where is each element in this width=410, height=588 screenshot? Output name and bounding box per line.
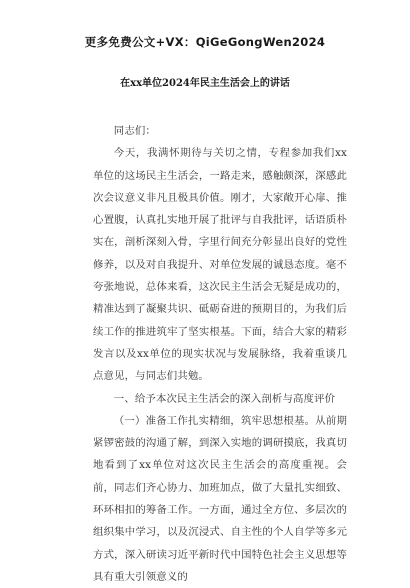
promo-header: 更多免费公文+VX：QiGeGongWen2024: [84, 35, 326, 49]
body-paragraph: 今天，我满怀期待与关切之情，专程参加我们xx单位的这场民主生活会，一路走来，感触颇深，深感此次会议意义非凡且极具价值。刚才，大家敞开心扉、推心置腹，认真扎实地开展了批评与自我批评，话语质朴实在，剖析深刻入骨，字里行间充分彰显出良好的党性修养，以及对自我提升、对单位发展的诚恳态度。毫不夸张地说，总体来看，这次民主生活会无疑是成功的，精准达到了凝聚共识、砥砺奋进的预期目的，为我们后续工作的推进筑牢了坚实根基。下面，结合大家的精彩发言以及xx单位的现实状况与发展脉络，我着重谈几点意见，与同志们共勉。: [93, 147, 347, 383]
body-paragraph: （一）准备工作扎实精细，筑牢思想根基。从前期紧锣密鼓的沟通了解，到深入实地的调研摸底，我真切地看到了xx单位对这次民主生活会的高度重视。会前，同志们齐心协力、加班加点，做了大量扎实细致、环环相扣的筹备工作。一方面，通过全方位、多层次的组织集中学习，以及沉浸式、自主性的个人自学等多元方式，深入研读习近平新时代中国特色社会主义思想等具有重大引领意义的: [93, 414, 347, 583]
document-body: [93, 120, 347, 588]
section-heading: 一、给予本次民主生活会的深入剖析与高度评价: [113, 392, 336, 405]
salutation: 同志们：: [113, 125, 156, 137]
document-title: 在xx单位2024年民主生活会上的讲话: [120, 78, 290, 89]
